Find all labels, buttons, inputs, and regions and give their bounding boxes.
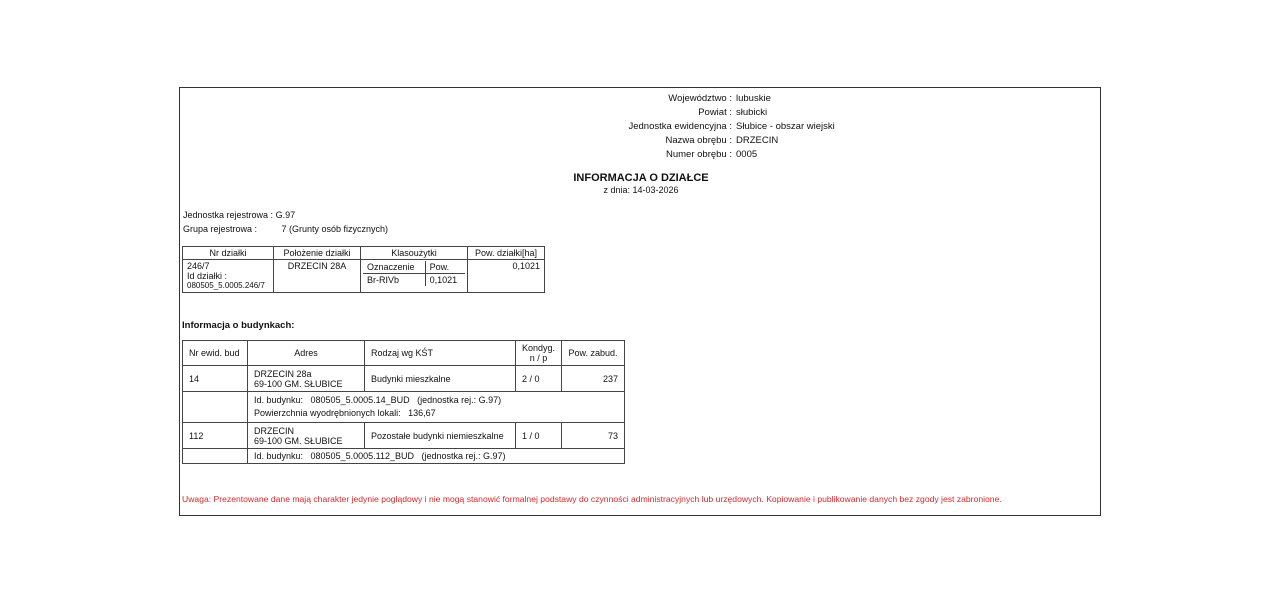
table-row	[183, 366, 625, 392]
building-area: 237	[562, 366, 625, 392]
table-row	[183, 260, 545, 293]
col-building-number: Nr ewid. bud	[183, 341, 248, 366]
col-parcel-area: Pow. działki[ha]	[468, 247, 545, 260]
col-floors: Kondyg. n / p	[516, 341, 562, 366]
land-use-code: Br-RIVb	[363, 274, 425, 287]
parcel-area-cell: 0,1021	[468, 260, 545, 293]
building-details: Id. budynku: 080505_5.0005.112_BUD (jednostka rej.: G.97)	[248, 449, 625, 464]
parcel-location-cell: DRZECIN 28A	[274, 260, 361, 293]
col-built-area: Pow. zabud.	[562, 341, 625, 366]
building-floors: 2 / 0	[516, 366, 562, 392]
land-use-inner-table: Oznaczenie Pow. Br-RIVb 0,1021	[363, 261, 465, 286]
building-type: Budynki mieszkalne	[365, 366, 516, 392]
building-number: 14	[183, 366, 248, 392]
col-land-use-class: Klasoużytki	[361, 247, 468, 260]
disclaimer-warning: Uwaga: Prezentowane dane mają charakter jedynie poglądowy i nie mogą stanowić formalnej podstawy do czynności administracyjnych lub urzędowych. Kopiowanie i publikowanie danych bez zgody jest zabronione.	[182, 494, 1002, 504]
col-parcel-number: Nr działki	[183, 247, 274, 260]
building-type: Pozostałe budynki niemieszkalne	[365, 423, 516, 449]
building-floors: 1 / 0	[516, 423, 562, 449]
table-row	[183, 449, 625, 464]
parcel-table-header	[183, 247, 545, 260]
land-use-cell	[361, 260, 468, 293]
table-row	[183, 423, 625, 449]
col-building-type: Rodzaj wg KŚT	[365, 341, 516, 366]
document-date: z dnia: 14-03-2026	[603, 185, 679, 195]
parcel-number-cell: 246/7 Id działki : 080505_5.0005.246/7	[183, 260, 274, 293]
buildings-table	[182, 340, 625, 464]
registry-unit: Jednostka rejestrowa : G.97	[183, 210, 296, 220]
buildings-table-header	[183, 341, 625, 366]
parcel-table	[182, 246, 545, 293]
table-row	[183, 392, 625, 423]
land-use-area: 0,1021	[429, 275, 458, 285]
parcel-info-document: Województwo : lubuskie Powiat : słubicki Jednostka ewidencyjna : Słubice - obszar wiejski Nazwa obrębu : DRZECIN Numer obrębu : 0005 INFORMACJA O DZIAŁCE z dnia: 14-03-2026 Jednostka rejestrowa : G.97 Grupa rejestrowa : 7 (Grunty osób fizycznych) Nr działki Położenie działki Klasoużytki Pow. działki[ha] 246/7 Id działki : 080505_5.0005.246/7 DRZECIN 28A Oznaczenie Pow. Br-RIVb 0,1021 0,1021 Informacja o budynkach: Nr ewid. bud Adres Rodzaj wg KŚT Kondyg. n / p Pow. zabud. 14 DRZECIN 28a 69-100 GM. SŁUBICE Budynki mieszkalne 2 / 0 237 Id. budynku: 080505_5.0005.14_BUD (jednostka rej.: G.97) Powierzchnia wyodrębnionych lokali: 136,67 112 DRZECIN 69-100 GM. SŁUBICE Pozostałe budynki niemieszkalne 1 / 0 73 Id. budynku: 080505_5.0005.112_BUD (jednostka rej.: G.97) Uwaga: Prezentowane dane mają charakter jedynie poglądowy i nie mogą stanowić formalnej podstawy do czynności administracyjnych lub urzędowych. Kopiowanie i publikowanie danych bez zgody jest zabronione.	[179, 87, 1101, 516]
building-address: DRZECIN 69-100 GM. SŁUBICE	[248, 423, 365, 449]
col-parcel-location: Położenie działki	[274, 247, 361, 260]
building-number: 112	[183, 423, 248, 449]
building-details: Id. budynku: 080505_5.0005.14_BUD (jednostka rej.: G.97) Powierzchnia wyodrębnionych lokali: 136,67	[248, 392, 625, 423]
building-area: 73	[562, 423, 625, 449]
document-title: INFORMACJA O DZIAŁCE	[573, 172, 709, 184]
building-address: DRZECIN 28a 69-100 GM. SŁUBICE	[248, 366, 365, 392]
registry-group: Grupa rejestrowa : 7 (Grunty osób fizycznych)	[183, 224, 389, 234]
buildings-section-title: Informacja o budynkach:	[182, 320, 295, 331]
registry-info	[183, 208, 388, 236]
col-address: Adres	[248, 341, 365, 366]
